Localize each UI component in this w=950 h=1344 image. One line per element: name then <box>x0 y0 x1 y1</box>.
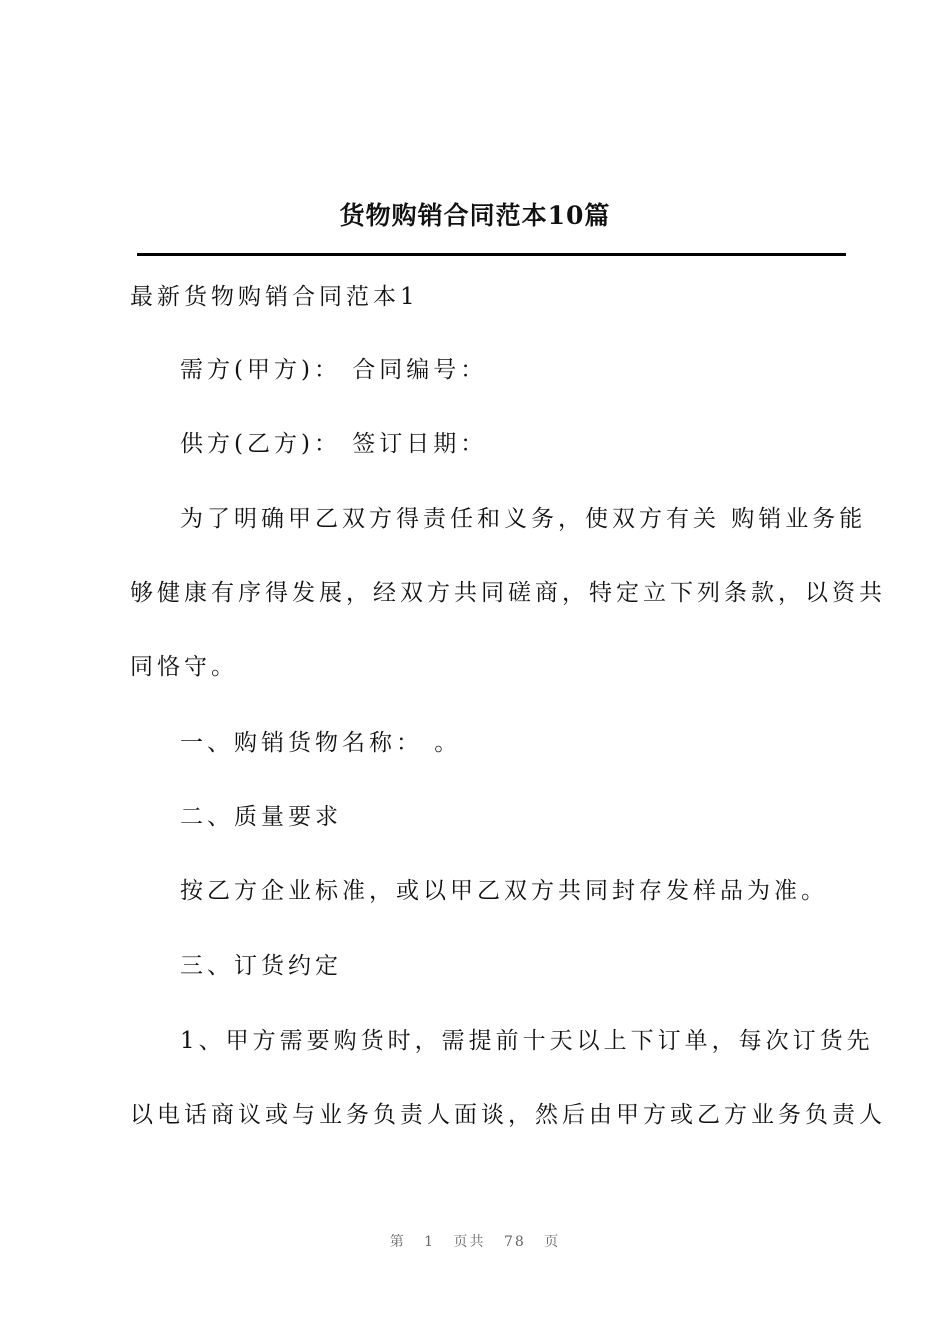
seller-line: 供方(乙方)： 签订日期： <box>180 431 488 457</box>
clause-heading: 一、购销货物名称： 。 <box>180 730 462 756</box>
footer-total-pages: 78 <box>504 1234 526 1250</box>
paragraph-line: 按乙方企业标准，或以甲乙双方共同封存发样品为准。 <box>180 878 828 904</box>
page-footer <box>0 1231 950 1251</box>
paragraph-line: 够健康有序得发展，经双方共同磋商，特定立下列条款，以资共 <box>130 580 886 606</box>
footer-page-number: 1 <box>424 1234 436 1250</box>
section-heading: 最新货物购销合同范本1 <box>130 284 419 310</box>
footer-middle: 页共 <box>453 1234 486 1250</box>
title-underline <box>137 253 846 256</box>
paragraph-line: 1、甲方需要购货时，需提前十天以上下订单，每次订货先 <box>180 1028 874 1054</box>
footer-suffix: 页 <box>544 1234 561 1250</box>
clause-heading: 二、质量要求 <box>180 804 342 830</box>
paragraph-line: 以电话商议或与业务负责人面谈，然后由甲方或乙方业务负责人 <box>130 1102 886 1128</box>
paragraph-line: 为了明确甲乙双方得责任和义务，使双方有关 购销业务能 <box>180 506 867 532</box>
buyer-line: 需方(甲方)： 合同编号： <box>180 357 488 383</box>
paragraph-line: 同恪守。 <box>130 654 238 680</box>
footer-prefix: 第 <box>389 1234 406 1250</box>
clause-heading: 三、订货约定 <box>180 953 342 979</box>
document-title: 货物购销合同范本10篇 <box>339 201 611 230</box>
